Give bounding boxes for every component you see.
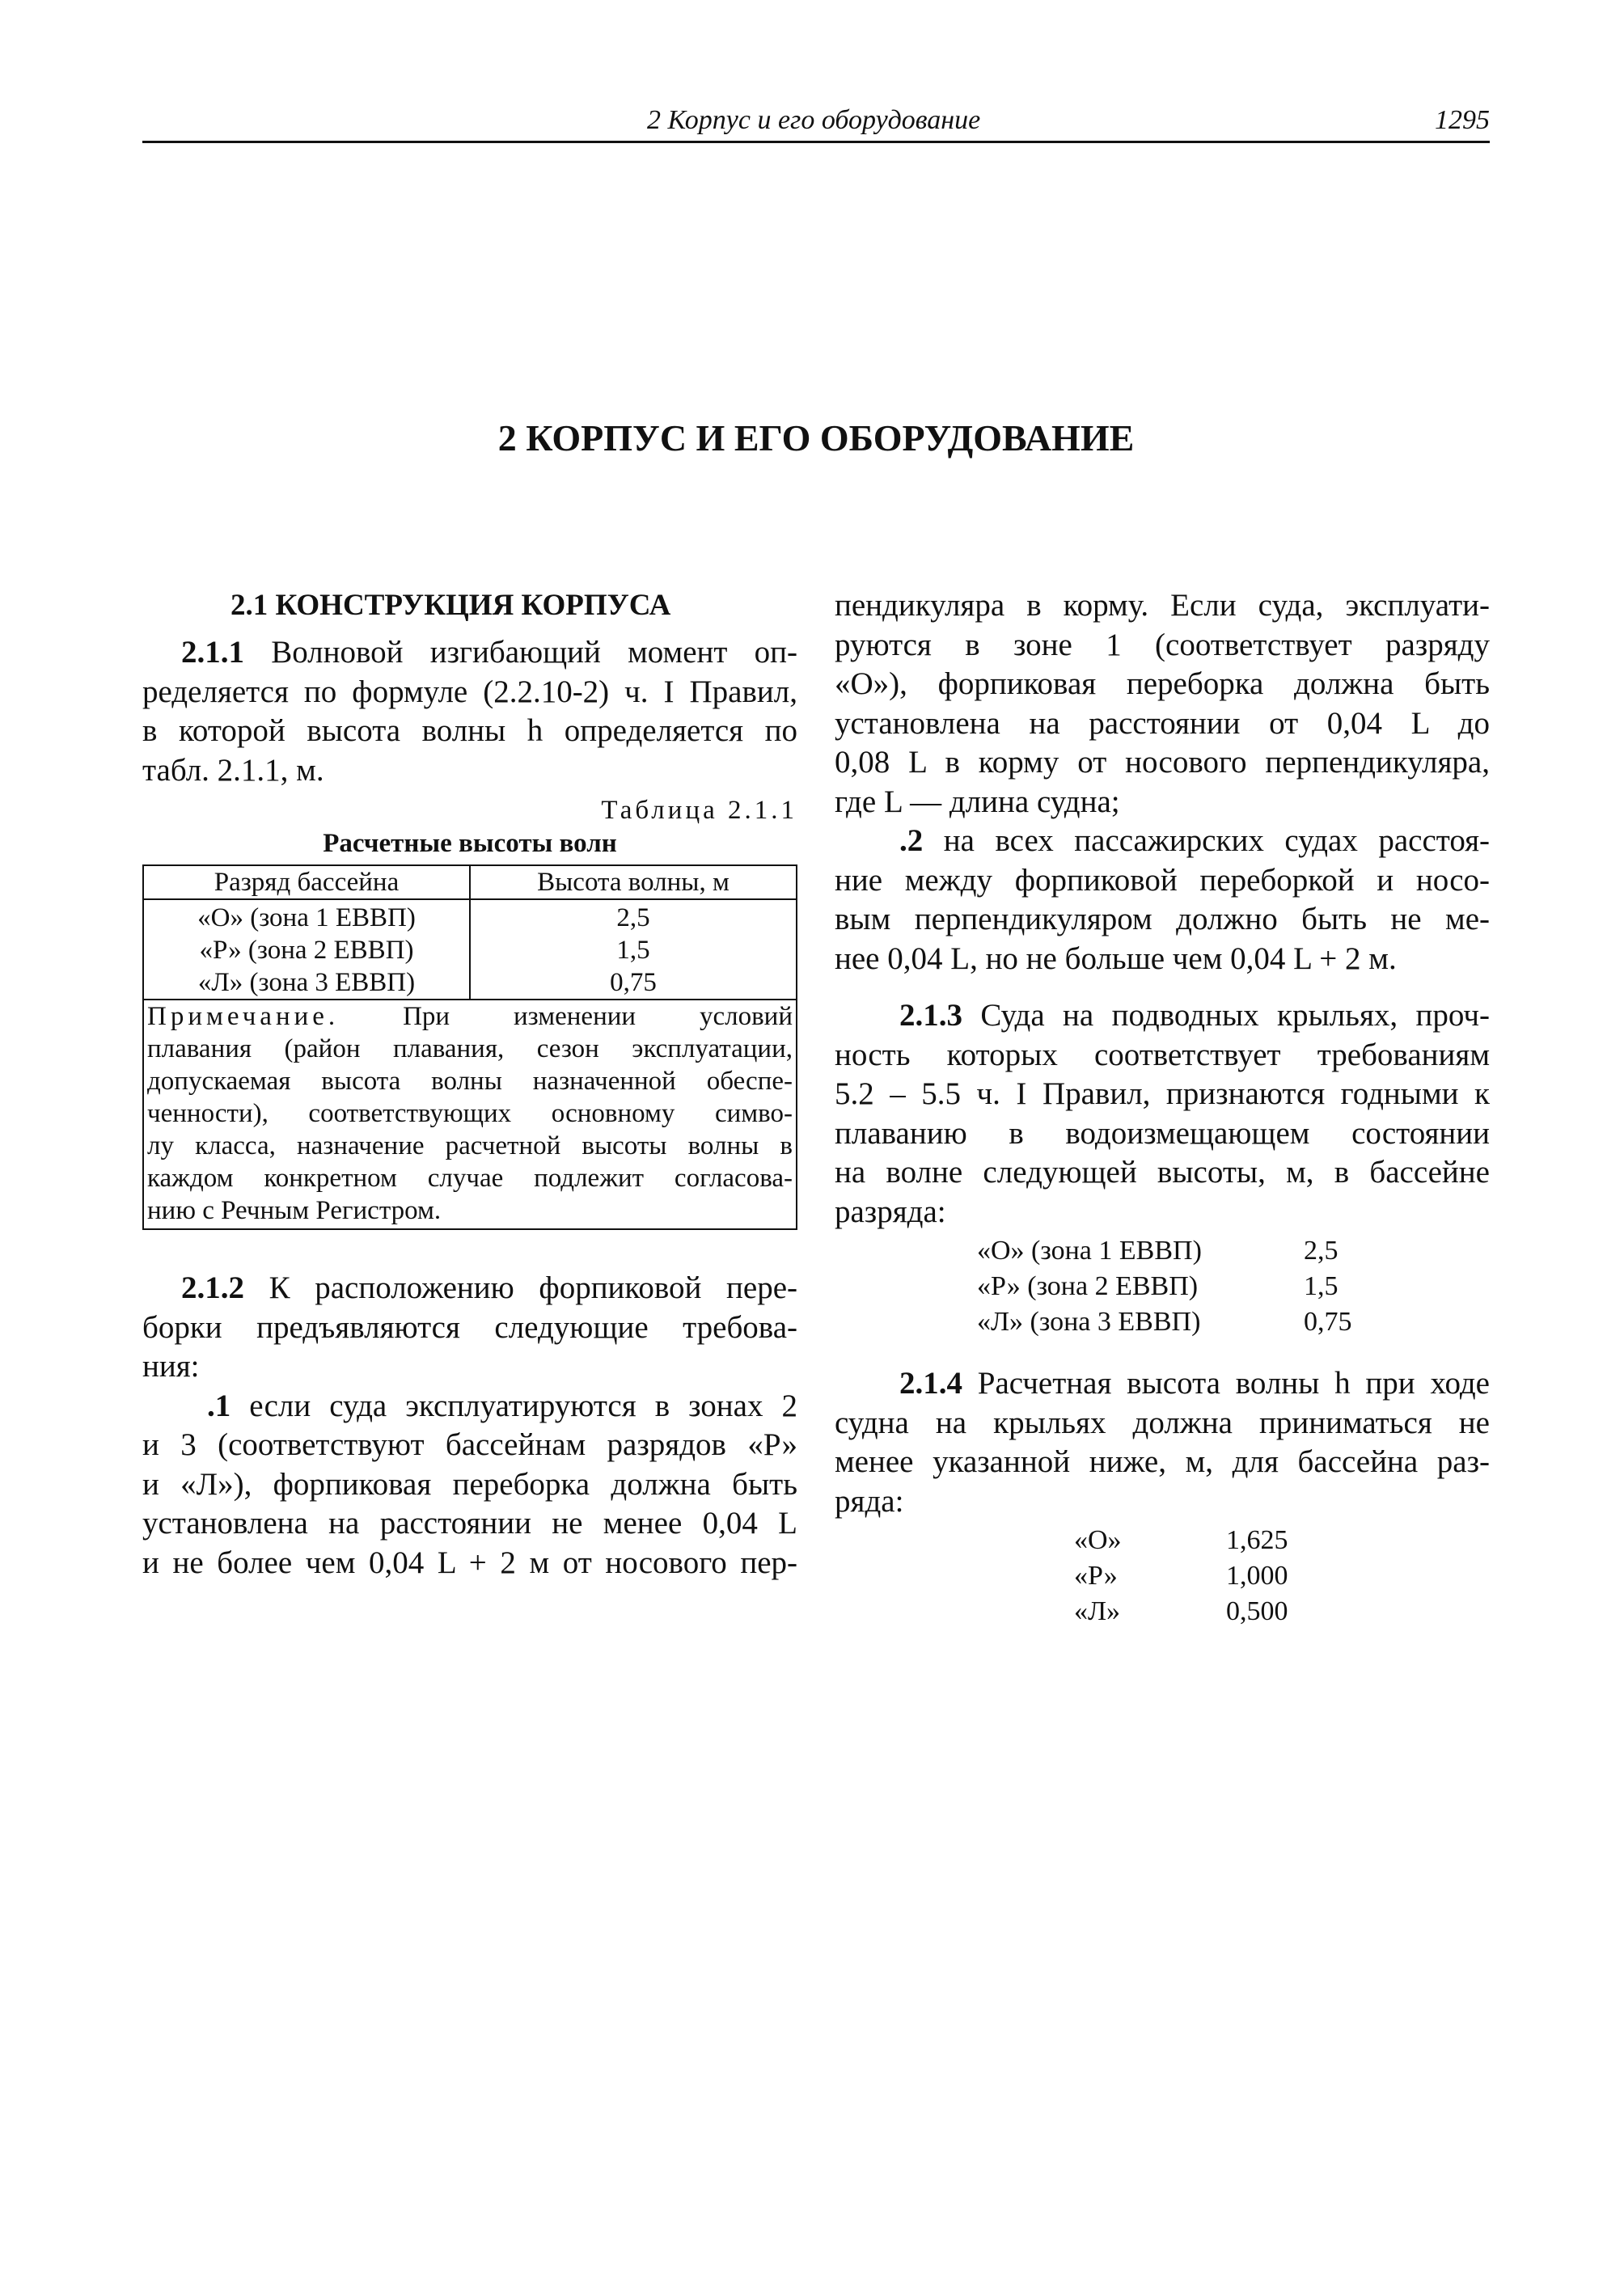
paragraph-line: менее указанной ниже, м, для бассейна раз- bbox=[835, 1444, 1490, 1479]
table-cell-height: 2,5 1,5 0,75 bbox=[470, 899, 797, 1000]
paragraph-line: 5.2 – 5.5 ч. I Правил, признаются годными к bbox=[835, 1076, 1490, 1111]
table-caption: Таблица 2.1.1 bbox=[601, 796, 797, 825]
item-1 bbox=[142, 1387, 797, 1583]
list-item: «Р» 1,000 bbox=[1074, 1561, 1288, 1591]
paragraph-line: борки предъявляются следующие требова- bbox=[142, 1309, 797, 1345]
paragraph-line: 2.1.1 Волновой изгибающий момент оп- bbox=[181, 635, 797, 670]
paragraph-line: и не более чем 0,04 L + 2 м от носового пер- bbox=[142, 1545, 797, 1580]
page-number: 1295 bbox=[1435, 105, 1490, 135]
paragraph-line: 0,08 L в корму от носового перпендикуляра, bbox=[835, 745, 1490, 780]
paragraph-line: и 3 (соответствуют бассейнам разрядов «Р» bbox=[142, 1427, 797, 1462]
table-cell-basin: «О» (зона 1 ЕВВП) «Р» (зона 2 ЕВВП) «Л» (зона 3 ЕВВП) bbox=[143, 899, 470, 1000]
table-row bbox=[143, 899, 797, 1000]
list-item: «Л» 0,500 bbox=[1074, 1596, 1288, 1626]
list-item: «О» (зона 1 ЕВВП) 2,5 bbox=[977, 1236, 1339, 1266]
paragraph-line: ряда: bbox=[835, 1483, 904, 1519]
design-wave-height-list bbox=[1074, 1523, 1288, 1629]
paragraph-line: и «Л»), форпиковая переборка должна быть bbox=[142, 1466, 797, 1502]
paragraph-line: разряда: bbox=[835, 1194, 946, 1229]
list-item: «О» 1,625 bbox=[1074, 1525, 1288, 1555]
paragraph-line: где L — длина судна; bbox=[835, 784, 1120, 819]
wave-heights-table bbox=[142, 864, 797, 1230]
note-label: Примечание. bbox=[147, 1002, 340, 1031]
table-name: Расчетные высоты волн bbox=[323, 829, 617, 858]
table-note: Примечание. При изменении условий плавания (район плавания, сезон эксплуатации, допускаемая высота волны назначенной обеспе- ченности), соответствующих основному симво- лу класса, назначение расчетной высоты волны в каждом конкретном случае подлежит согласова- нию с Речным Регистром. bbox=[143, 1000, 797, 1229]
paragraph-line: ния: bbox=[142, 1349, 200, 1384]
paragraph-line: установлена на расстоянии от 0,04 L до bbox=[835, 705, 1490, 741]
paragraph-line: установлена на расстоянии не менее 0,04 L bbox=[142, 1506, 797, 1541]
paragraph-line: табл. 2.1.1, м. bbox=[142, 752, 324, 788]
paragraph-line: 2.1.3 Суда на подводных крыльях, проч- bbox=[899, 998, 1490, 1033]
paragraph-line: в которой высота волны h определяется по bbox=[142, 713, 797, 748]
right-column bbox=[835, 586, 1490, 1629]
paragraph-line: 2.1.2 К расположению форпиковой пере- bbox=[181, 1270, 798, 1305]
paragraph-line: ние между форпиковой переборкой и носо- bbox=[835, 862, 1490, 898]
left-column bbox=[142, 586, 797, 1583]
paragraph-line: судна на крыльях должна приниматься не bbox=[835, 1405, 1490, 1440]
paragraph-line: 2.1.4 Расчетная высота волны h при ходе bbox=[899, 1366, 1490, 1401]
paragraph-line: на волне следующей высоты, м, в бассейне bbox=[835, 1155, 1490, 1190]
wave-height-list bbox=[977, 1233, 1352, 1340]
paragraph-line: ность которых соответствует требованиям bbox=[835, 1037, 1490, 1072]
section-heading: 2.1 КОНСТРУКЦИЯ КОРПУСА bbox=[230, 589, 671, 622]
clause-number: 2.1.2 bbox=[181, 1270, 244, 1305]
paragraph-line: .1 если суда эксплуатируются в зонах 2 bbox=[207, 1388, 798, 1423]
paragraph-2-1-2 bbox=[142, 1269, 797, 1387]
paragraph-line: ределяется по формуле (2.2.10-2) ч. I Правил, bbox=[142, 674, 797, 709]
paragraph-2-1-3 bbox=[835, 996, 1490, 1232]
paragraph-line: руются в зоне 1 (соответствует разряду bbox=[835, 627, 1490, 662]
item-number: .2 bbox=[899, 823, 924, 858]
table-header-cell: Разряд бассейна bbox=[143, 865, 470, 899]
item-2 bbox=[835, 822, 1490, 979]
list-item: «Л» (зона 3 ЕВВП) 0,75 bbox=[977, 1307, 1352, 1337]
table-note-row bbox=[143, 1000, 797, 1229]
table-header-cell: Высота волны, м bbox=[470, 865, 797, 899]
clause-number: 2.1.4 bbox=[899, 1366, 962, 1401]
paragraph-line: «О»), форпиковая переборка должна быть bbox=[835, 666, 1490, 701]
header-title: 2 Корпус и его оборудование bbox=[647, 105, 981, 135]
chapter-title: 2 КОРПУС И ЕГО ОБОРУДОВАНИЕ bbox=[497, 417, 1135, 459]
paragraph-2-1-4 bbox=[835, 1364, 1490, 1521]
running-header bbox=[142, 104, 1490, 143]
clause-number: 2.1.3 bbox=[899, 998, 962, 1033]
table-header-row bbox=[143, 865, 797, 899]
paragraph-line: нее 0,04 L, но не больше чем 0,04 L + 2 м. bbox=[835, 940, 1397, 976]
paragraph-line: вым перпендикуляром должно быть не ме- bbox=[835, 902, 1490, 936]
item-1-continued bbox=[835, 586, 1490, 822]
list-item: «Р» (зона 2 ЕВВП) 1,5 bbox=[977, 1271, 1339, 1301]
clause-number: 2.1.1 bbox=[181, 635, 244, 670]
paragraph-2-1-1 bbox=[142, 633, 797, 790]
paragraph-line: пендикуляра в корму. Если суда, эксплуати- bbox=[835, 588, 1490, 623]
paragraph-line: плаванию в водоизмещающем состоянии bbox=[835, 1115, 1490, 1151]
item-number: .1 bbox=[207, 1388, 231, 1423]
paragraph-line: .2 на всех пассажирских судах расстоя- bbox=[899, 823, 1490, 858]
